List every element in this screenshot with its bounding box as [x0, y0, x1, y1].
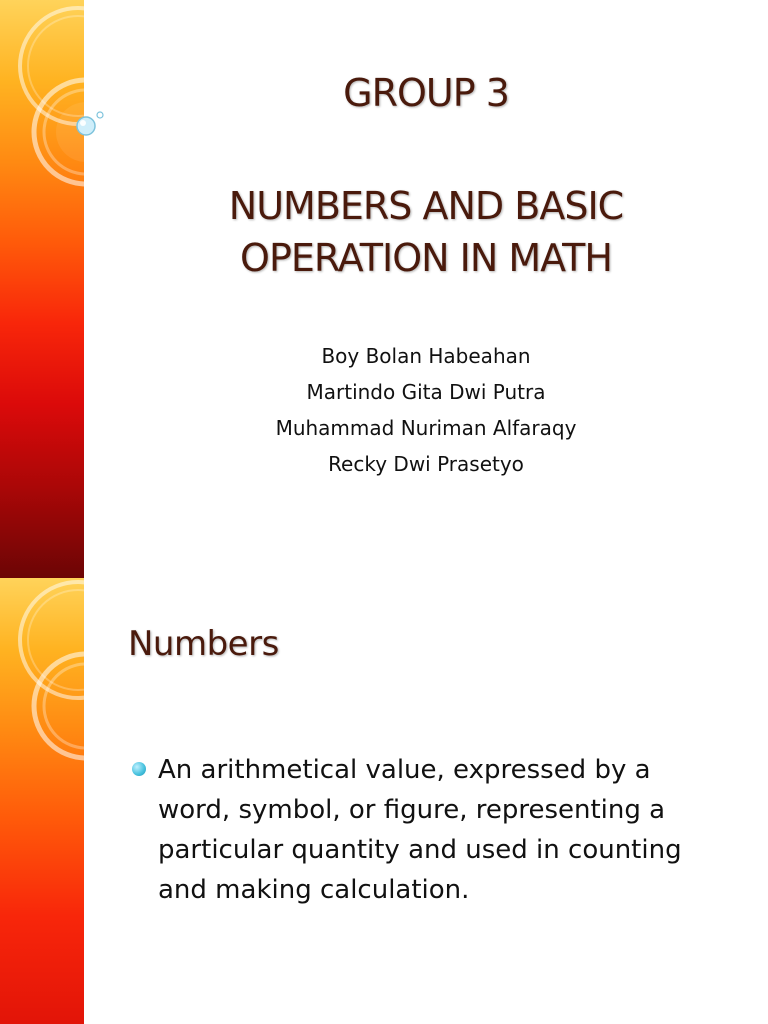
author-name: Martindo Gita Dwi Putra	[306, 380, 546, 404]
bullet-dot-icon	[132, 762, 146, 776]
bullet-list	[130, 750, 730, 910]
author-name: Muhammad Nuriman Alfaraqy	[275, 416, 577, 440]
bullet-text: An arithmetical value, expressed by a word, symbol, or figure, representing a particular quantity and used in counting and making calculation.	[158, 755, 682, 905]
section-title: Numbers	[128, 624, 279, 664]
slide-numbers	[0, 578, 768, 1024]
author-name: Boy Bolan Habeahan	[321, 344, 531, 368]
main-title-line-1: NUMBERS AND BASIC	[228, 184, 624, 228]
group-title: GROUP 3	[343, 71, 509, 115]
bullet-item	[130, 750, 730, 910]
main-title	[0, 180, 768, 284]
author-name: Recky Dwi Prasetyo	[328, 452, 524, 476]
decorative-rings-icon	[0, 578, 84, 1024]
author-list	[0, 338, 768, 482]
decorative-side-band	[0, 578, 84, 1024]
main-title-line-2: OPERATION IN MATH	[240, 236, 612, 280]
